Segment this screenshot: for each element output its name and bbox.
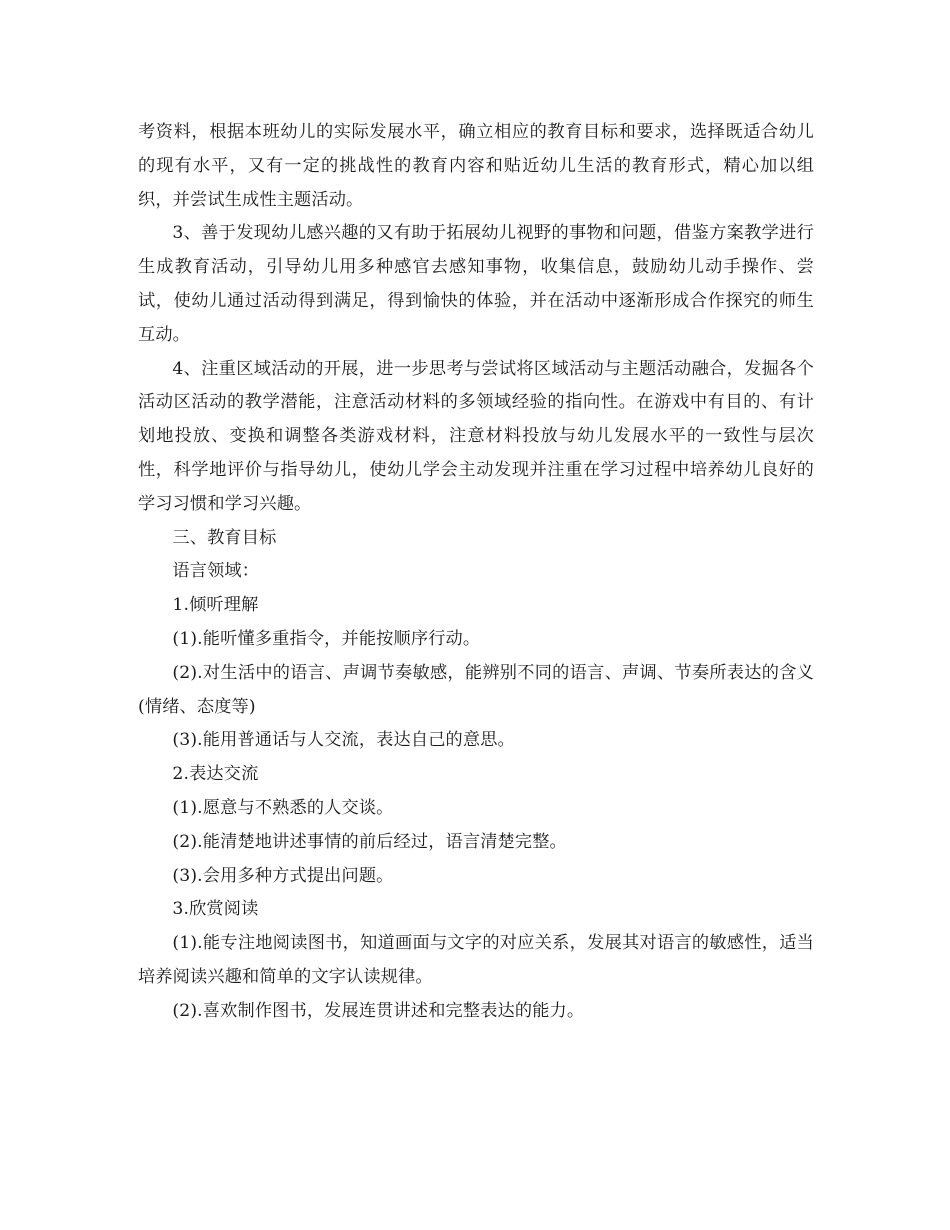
list-item: (2).对生活中的语言、声调节奏敏感，能辨别不同的语言、声调、节奏所表达的含义(情绪、态度等) <box>138 662 814 717</box>
list-item: (3).会用多种方式提出问题。 <box>172 865 394 886</box>
list-heading-reading: 3.欣赏阅读 <box>172 899 259 920</box>
paragraph-item-3: 3、善于发现幼儿感兴趣的又有助于拓展幼儿视野的事物和问题，借鉴方案教学进行生成教育活动，引导幼儿用多种感官去感知事物，收集信息，鼓励幼儿动手操作、尝试，使幼儿通过活动得到满足，得到愉快的体验，并在活动中逐渐形成合作探究的师生互动。 <box>138 223 814 345</box>
list-heading-listening: 1.倾听理解 <box>172 595 259 616</box>
list-heading-expression: 2.表达交流 <box>172 764 259 785</box>
document-body <box>138 116 814 1029</box>
list-item: (2).喜欢制作图书，发展连贯讲述和完整表达的能力。 <box>172 1000 585 1021</box>
subsection-heading-language-domain: 语言领域： <box>172 561 260 582</box>
section-heading-education-goals: 三、教育目标 <box>172 527 277 548</box>
paragraph-item-4: 4、注重区域活动的开展，进一步思考与尝试将区域活动与主题活动融合，发掘各个活动区活动的教学潜能，注意活动材料的多领域经验的指向性。在游戏中有目的、有计划地投放、变换和调整各类游戏材料，注意材料投放与幼儿发展水平的一致性与层次性，科学地评价与指导幼儿，使幼儿学会主动发现并注重在学习过程中培养幼儿良好的学习习惯和学习兴趣。 <box>138 358 814 514</box>
list-item: (1).能专注地阅读图书，知道画面与文字的对应关系，发展其对语言的敏感性，适当培养阅读兴趣和简单的文字认读规律。 <box>138 933 814 987</box>
list-item: (1).愿意与不熟悉的人交谈。 <box>172 797 394 818</box>
list-item: (2).能清楚地讲述事情的前后经过，语言清楚完整。 <box>172 831 567 852</box>
list-item: (1).能听懂多重指令，并能按顺序行动。 <box>172 628 481 649</box>
paragraph-continuation: 考资料，根据本班幼儿的实际发展水平，确立相应的教育目标和要求，选择既适合幼儿的现有水平，又有一定的挑战性的教育内容和贴近幼儿生活的教育形式，精心加以组织，并尝试生成性主题活动。 <box>138 122 814 210</box>
list-item: (3).能用普通话与人交流，表达自己的意思。 <box>172 730 515 751</box>
